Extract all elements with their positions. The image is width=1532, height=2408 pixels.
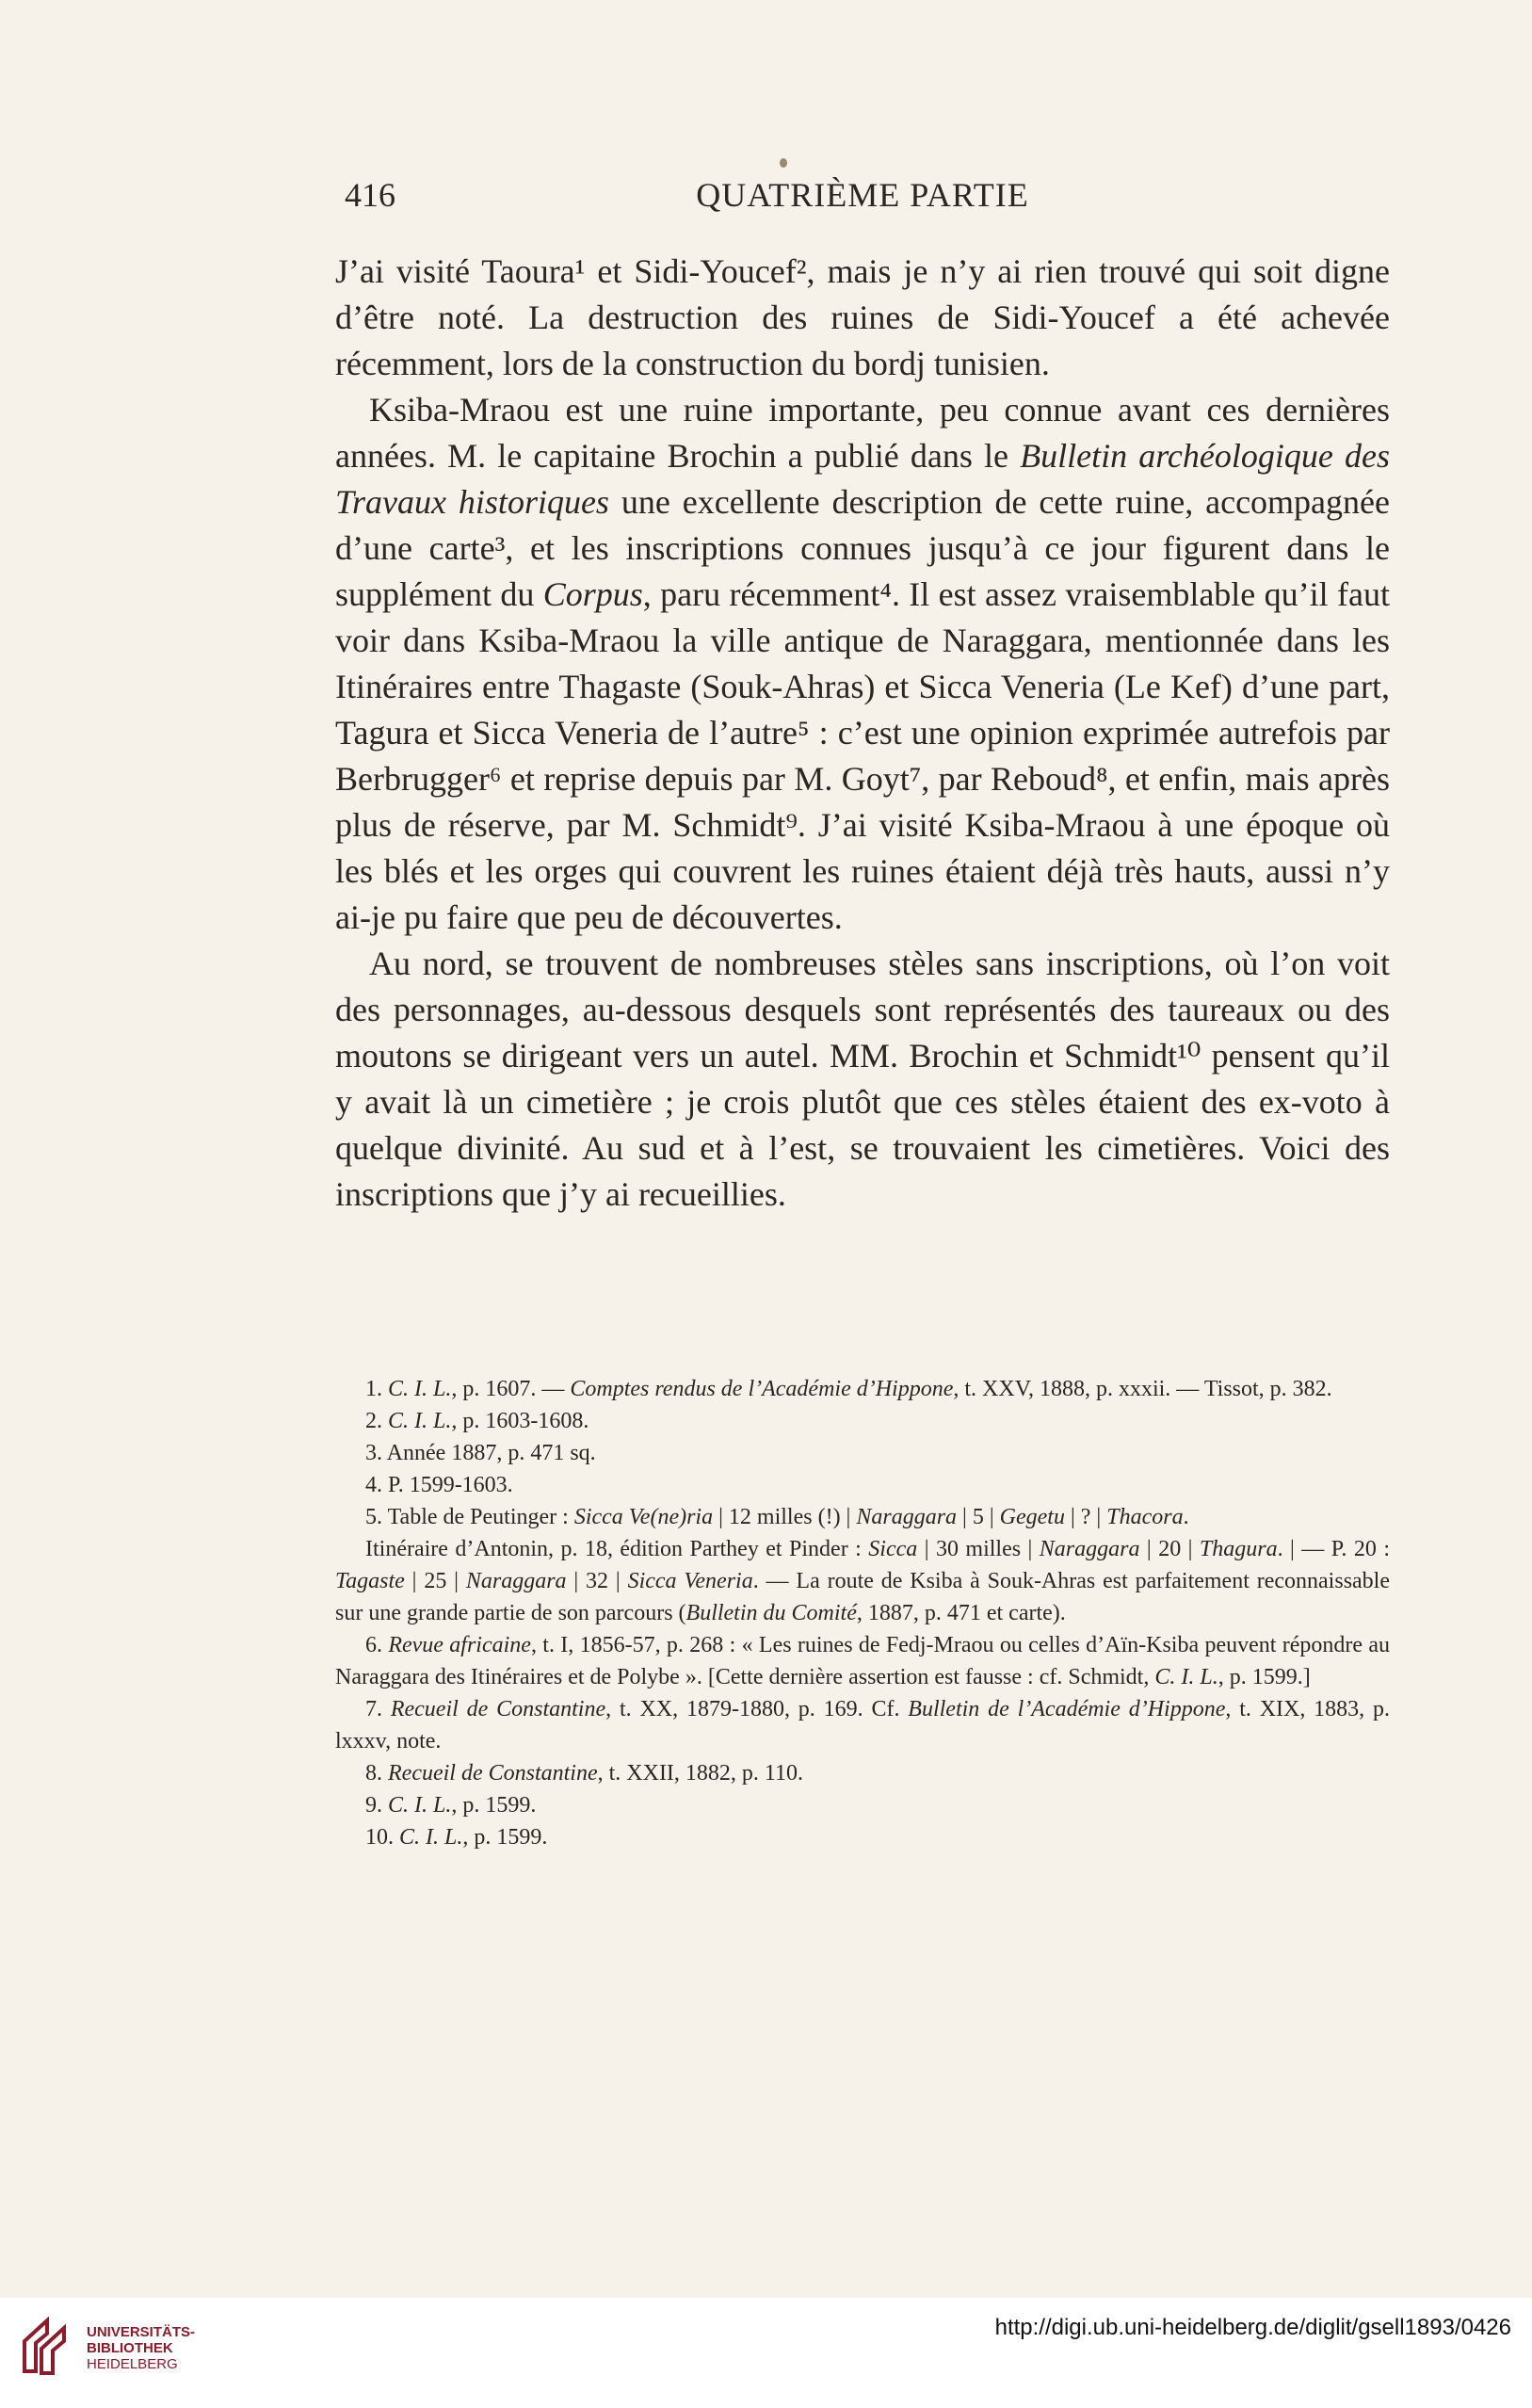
footnote-6: 6. Revue africaine, t. I, 1856-57, p. 268 : « Les ruines de Fedj-Mraou ou celles d’Aïn-Ksiba peuvent répondre au Naraggara des Itinéraires et de Polybe ». [Cette dernière assertion est fausse : cf. Schmidt, C. I. L., p. 1599.]	[335, 1633, 1391, 1689]
footnote-7: 7. Recueil de Constantine, t. XX, 1879-1880, p. 169. Cf. Bulletin de l’Académie d’Hippone, t. XIX, 1883, p. lxxxv, note.	[335, 1697, 1391, 1753]
footnote-9: 9. C. I. L., p. 1599.	[365, 1793, 537, 1818]
footnote-1: 1. C. I. L., p. 1607. — Comptes rendus de l’Académie d’Hippone, t. XXV, 1888, p. xxxii. — Tissot, p. 382.	[365, 1377, 1332, 1401]
library-logo-text: UNIVERSITÄTS- BIBLIOTHEK HEIDELBERG	[87, 2324, 196, 2372]
footnote-2: 2. C. I. L., p. 1603-1608.	[365, 1409, 589, 1433]
page-header	[335, 175, 1390, 232]
body-text	[335, 249, 1390, 1218]
running-title: QUATRIÈME PARTIE	[696, 176, 1029, 214]
footnote-4: 4. P. 1599-1603.	[365, 1473, 513, 1497]
footnote-5: 5. Table de Peutinger : Sicca Ve(ne)ria | 12 milles (!) | Naraggara | 5 | Gegetu | ? | Thacora.	[365, 1505, 1189, 1529]
paragraph-3: Au nord, se trouvent de nombreuses stèles sans inscriptions, où l’on voit des personnages, au-dessous desquels sont représentés des taureaux ou des moutons se dirigeant vers un autel. MM. Brochin et Schmidt¹⁰ pensent qu’il y avait là un cimetière ; je crois plutôt que ces stèles étaient des ex-voto à quelque divinité. Au sud et à l’est, se trouvaient les cimetières. Voici des inscriptions que j’y ai recueillies.	[335, 945, 1390, 1213]
footnote-10: 10. C. I. L., p. 1599.	[365, 1825, 548, 1850]
footnotes	[335, 1373, 1390, 1853]
ornament-mark	[780, 158, 787, 168]
source-url-link[interactable]: http://digi.ub.uni-heidelberg.de/diglit/gsell1893/0426	[994, 2315, 1511, 2340]
footnote-8: 8. Recueil de Constantine, t. XXII, 1882, p. 110.	[365, 1761, 804, 1786]
paragraph-1: J’ai visité Taoura¹ et Sidi-Youcef², mais je n’y ai rien trouvé qui soit digne d’être noté. La destruction des ruines de Sidi-Youcef a été achevée récemment, lors de la construction du bordj tunisien.	[335, 252, 1390, 382]
footnote-5-continued: Itinéraire d’Antonin, p. 18, édition Parthey et Pinder : Sicca | 30 milles | Naraggara | 20 | Thagura. | — P. 20 : Tagaste | 25 | Naraggara | 32 | Sicca Veneria. — La route de Ksiba à Souk-Ahras est parfaitement reconnaissable sur une grande partie de son parcours (Bulletin du Comité, 1887, p. 471 et carte).	[335, 1537, 1391, 1625]
library-logo-icon	[19, 2315, 70, 2377]
paragraph-2: Ksiba-Mraou est une ruine importante, peu connue avant ces dernières années. M. le capitaine Brochin a publié dans le Bulletin archéologique des Travaux historiques une excellente description de cette ruine, accompagnée d’une carte³, et les inscriptions connues jusqu’à ce jour figurent dans le supplément du Corpus, paru récemment⁴. Il est assez vraisemblable qu’il faut voir dans Ksiba-Mraou la ville antique de Naraggara, mentionnée dans les Itinéraires entre Thagaste (Souk-Ahras) et Sicca Veneria (Le Kef) d’une part, Tagura et Sicca Veneria de l’autre⁵ : c’est une opinion exprimée autrefois par Berbrugger⁶ et reprise depuis par M. Goyt⁷, par Reboud⁸, et enfin, mais après plus de réserve, par M. Schmidt⁹. J’ai visité Ksiba-Mraou à une époque où les blés et les orges qui couvrent les ruines étaient déjà très hauts, aussi n’y ai-je pu faire que peu de découvertes.	[335, 391, 1391, 936]
page-number: 416	[345, 176, 395, 214]
footnote-3: 3. Année 1887, p. 471 sq.	[365, 1441, 596, 1465]
